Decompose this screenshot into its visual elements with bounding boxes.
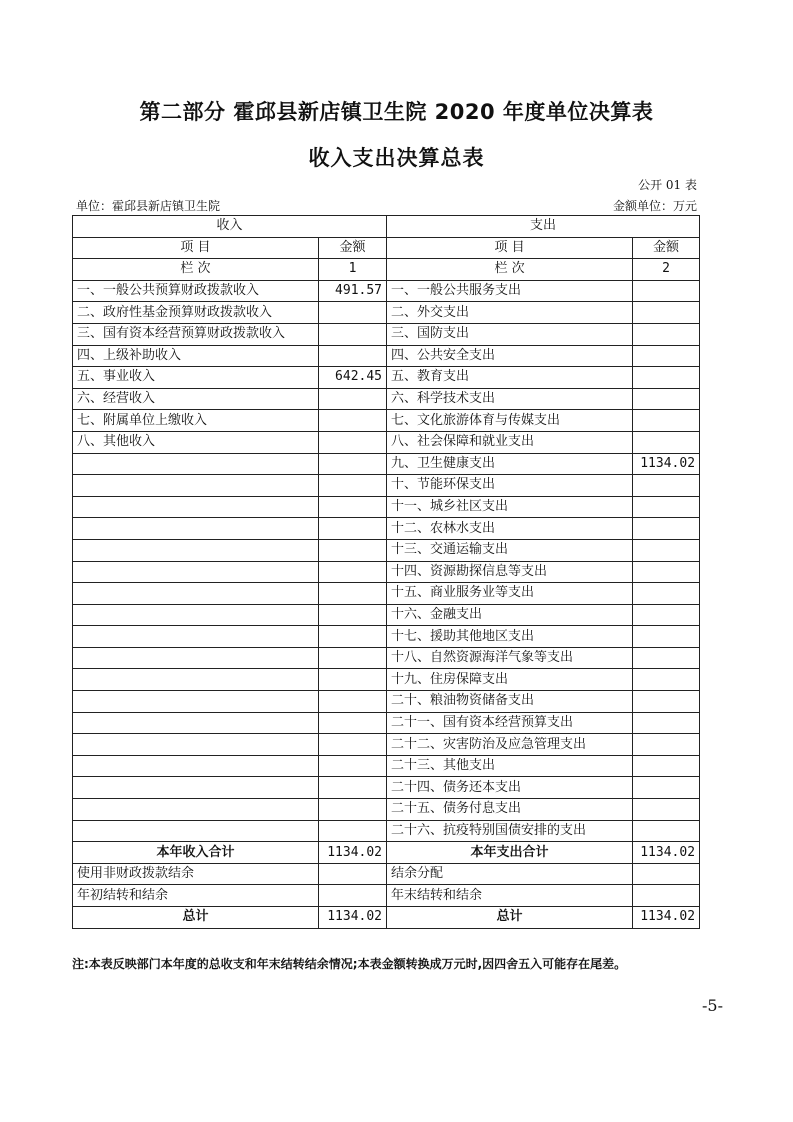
income-amount [319, 410, 387, 432]
expense-amount [633, 539, 700, 561]
income-amount [319, 734, 387, 756]
table-row [73, 280, 700, 302]
expense-section-header: 支出 [387, 216, 700, 238]
expense-item: 十九、住房保障支出 [387, 669, 633, 691]
expense-item: 二十六、抗疫特别国债安排的支出 [387, 820, 633, 842]
income-amount-header: 金额 [319, 237, 387, 259]
table-row [73, 712, 700, 734]
expense-amount [633, 280, 700, 302]
income-item [73, 561, 319, 583]
income-item [73, 777, 319, 799]
header-row-sections [73, 216, 700, 238]
table-title: 收入支出决算总表 [308, 146, 485, 170]
table-row [73, 561, 700, 583]
income-item [73, 755, 319, 777]
expense-column-index: 2 [633, 259, 700, 281]
grand-total-row [73, 907, 700, 929]
expense-amount [633, 604, 700, 626]
income-amount [319, 755, 387, 777]
income-item: 二、政府性基金预算财政拨款收入 [73, 302, 319, 324]
expense-total-value: 1134.02 [633, 842, 700, 864]
expense-item-header: 项 目 [387, 237, 633, 259]
income-amount [319, 799, 387, 821]
expense-amount [633, 518, 700, 540]
income-item: 六、经营收入 [73, 388, 319, 410]
expense-amount: 1134.02 [633, 453, 700, 475]
income-item [73, 518, 319, 540]
expense-amount [633, 475, 700, 497]
page-number: -5- [702, 996, 723, 1015]
grand-total-expense-value: 1134.02 [633, 907, 700, 929]
expense-amount [633, 820, 700, 842]
income-amount [319, 820, 387, 842]
expense-item: 十三、交通运输支出 [387, 539, 633, 561]
expense-item: 十一、城乡社区支出 [387, 496, 633, 518]
grand-total-income-value: 1134.02 [319, 907, 387, 929]
income-amount [319, 302, 387, 324]
table-row [73, 539, 700, 561]
table-row [73, 755, 700, 777]
income-item [73, 669, 319, 691]
table-row [73, 345, 700, 367]
income-amount: 491.57 [319, 280, 387, 302]
expense-item: 十二、农林水支出 [387, 518, 633, 540]
income-amount [319, 561, 387, 583]
table-row [73, 691, 700, 713]
income-item [73, 475, 319, 497]
expense-amount [633, 755, 700, 777]
income-item [73, 734, 319, 756]
income-amount [319, 323, 387, 345]
income-amount [319, 604, 387, 626]
income-item: 三、国有资本经营预算财政拨款收入 [73, 323, 319, 345]
table-row [73, 323, 700, 345]
income-item: 四、上级补助收入 [73, 345, 319, 367]
income-item [73, 604, 319, 626]
expense-column-label: 栏 次 [387, 259, 633, 281]
expense-item: 二十、粮油物资储备支出 [387, 691, 633, 713]
table-row [73, 734, 700, 756]
income-amount [319, 647, 387, 669]
expense-amount [633, 388, 700, 410]
income-amount [319, 669, 387, 691]
expense-item: 六、科学技术支出 [387, 388, 633, 410]
income-amount: 642.45 [319, 367, 387, 389]
income-item [73, 712, 319, 734]
income-amount [319, 583, 387, 605]
income-total-value: 1134.02 [319, 842, 387, 864]
income-item [73, 539, 319, 561]
income-column-label: 栏 次 [73, 259, 319, 281]
income-amount [319, 777, 387, 799]
table-row [73, 431, 700, 453]
income-item: 一、一般公共预算财政拨款收入 [73, 280, 319, 302]
income-expense-table [72, 215, 700, 929]
expense-item: 十五、商业服务业等支出 [387, 583, 633, 605]
expense-item: 二十五、债务付息支出 [387, 799, 633, 821]
header-row-columns [73, 237, 700, 259]
income-amount [319, 626, 387, 648]
page-title: 第二部分 霍邱县新店镇卫生院 2020 年度单位决算表 [139, 100, 654, 124]
table-row [73, 453, 700, 475]
income-amount [319, 518, 387, 540]
expense-item: 四、公共安全支出 [387, 345, 633, 367]
expense-item: 八、社会保障和就业支出 [387, 431, 633, 453]
income-item [73, 820, 319, 842]
table-row [73, 410, 700, 432]
expense-amount [633, 496, 700, 518]
grand-total-income-label: 总计 [73, 907, 319, 929]
expense-item: 十六、金融支出 [387, 604, 633, 626]
expense-item: 二十三、其他支出 [387, 755, 633, 777]
expense-item: 十、节能环保支出 [387, 475, 633, 497]
balance-row [73, 863, 700, 885]
table-row [73, 604, 700, 626]
income-item-header: 项 目 [73, 237, 319, 259]
table-row [73, 799, 700, 821]
expense-amount [633, 691, 700, 713]
expense-amount [633, 431, 700, 453]
expense-amount [633, 323, 700, 345]
expense-item: 十七、援助其他地区支出 [387, 626, 633, 648]
expense-item: 二十二、灾害防治及应急管理支出 [387, 734, 633, 756]
table-row [73, 647, 700, 669]
expense-amount [633, 777, 700, 799]
expense-item: 三、国防支出 [387, 323, 633, 345]
income-amount [319, 388, 387, 410]
expense-amount [633, 647, 700, 669]
footnote: 注:本表反映部门本年度的总收支和年末结转结余情况;本表金额转换成万元时,因四舍五入可能存在尾差。 [72, 957, 627, 971]
ending-balance-value [633, 885, 700, 907]
income-item [73, 647, 319, 669]
income-amount [319, 345, 387, 367]
expense-item: 七、文化旅游体育与传媒支出 [387, 410, 633, 432]
income-item [73, 496, 319, 518]
table-row [73, 777, 700, 799]
expense-amount [633, 734, 700, 756]
income-amount [319, 496, 387, 518]
income-item [73, 626, 319, 648]
table-row [73, 669, 700, 691]
expense-item: 五、教育支出 [387, 367, 633, 389]
income-item [73, 691, 319, 713]
income-item: 五、事业收入 [73, 367, 319, 389]
expense-amount [633, 410, 700, 432]
non-fiscal-balance-value [319, 863, 387, 885]
expense-amount [633, 669, 700, 691]
currency-unit-label: 金额单位：万元 [612, 199, 697, 213]
income-item [73, 583, 319, 605]
table-number: 公开 01 表 [638, 178, 697, 192]
expense-amount [633, 583, 700, 605]
expense-total-label: 本年支出合计 [387, 842, 633, 864]
expense-item: 十四、资源勘探信息等支出 [387, 561, 633, 583]
income-amount [319, 453, 387, 475]
table-row [73, 475, 700, 497]
table-row [73, 496, 700, 518]
unit-label: 单位：霍邱县新店镇卫生院 [76, 199, 221, 213]
table-row [73, 302, 700, 324]
surplus-distribution-value [633, 863, 700, 885]
expense-item: 十八、自然资源海洋气象等支出 [387, 647, 633, 669]
annual-total-row [73, 842, 700, 864]
income-item [73, 453, 319, 475]
income-amount [319, 712, 387, 734]
income-amount [319, 431, 387, 453]
table-row [73, 583, 700, 605]
income-total-label: 本年收入合计 [73, 842, 319, 864]
income-amount [319, 475, 387, 497]
expense-amount [633, 367, 700, 389]
expense-amount [633, 626, 700, 648]
beginning-balance-value [319, 885, 387, 907]
income-amount [319, 691, 387, 713]
expense-item: 二十一、国有资本经营预算支出 [387, 712, 633, 734]
grand-total-expense-label: 总计 [387, 907, 633, 929]
income-section-header: 收入 [73, 216, 387, 238]
non-fiscal-balance-label: 使用非财政拨款结余 [73, 863, 319, 885]
expense-amount [633, 712, 700, 734]
income-item: 七、附属单位上缴收入 [73, 410, 319, 432]
table-row [73, 626, 700, 648]
income-column-index: 1 [319, 259, 387, 281]
beginning-balance-label: 年初结转和结余 [73, 885, 319, 907]
expense-amount-header: 金额 [633, 237, 700, 259]
table-row [73, 820, 700, 842]
expense-amount [633, 799, 700, 821]
header-row-column-index [73, 259, 700, 281]
ending-balance-label: 年末结转和结余 [387, 885, 633, 907]
surplus-distribution-label: 结余分配 [387, 863, 633, 885]
expense-amount [633, 561, 700, 583]
expense-item: 二、外交支出 [387, 302, 633, 324]
expense-item: 九、卫生健康支出 [387, 453, 633, 475]
expense-item: 一、一般公共服务支出 [387, 280, 633, 302]
expense-item: 二十四、债务还本支出 [387, 777, 633, 799]
carryover-row [73, 885, 700, 907]
table-row [73, 367, 700, 389]
expense-amount [633, 345, 700, 367]
income-item: 八、其他收入 [73, 431, 319, 453]
table-row [73, 388, 700, 410]
table-row [73, 518, 700, 540]
expense-amount [633, 302, 700, 324]
income-amount [319, 539, 387, 561]
income-item [73, 799, 319, 821]
